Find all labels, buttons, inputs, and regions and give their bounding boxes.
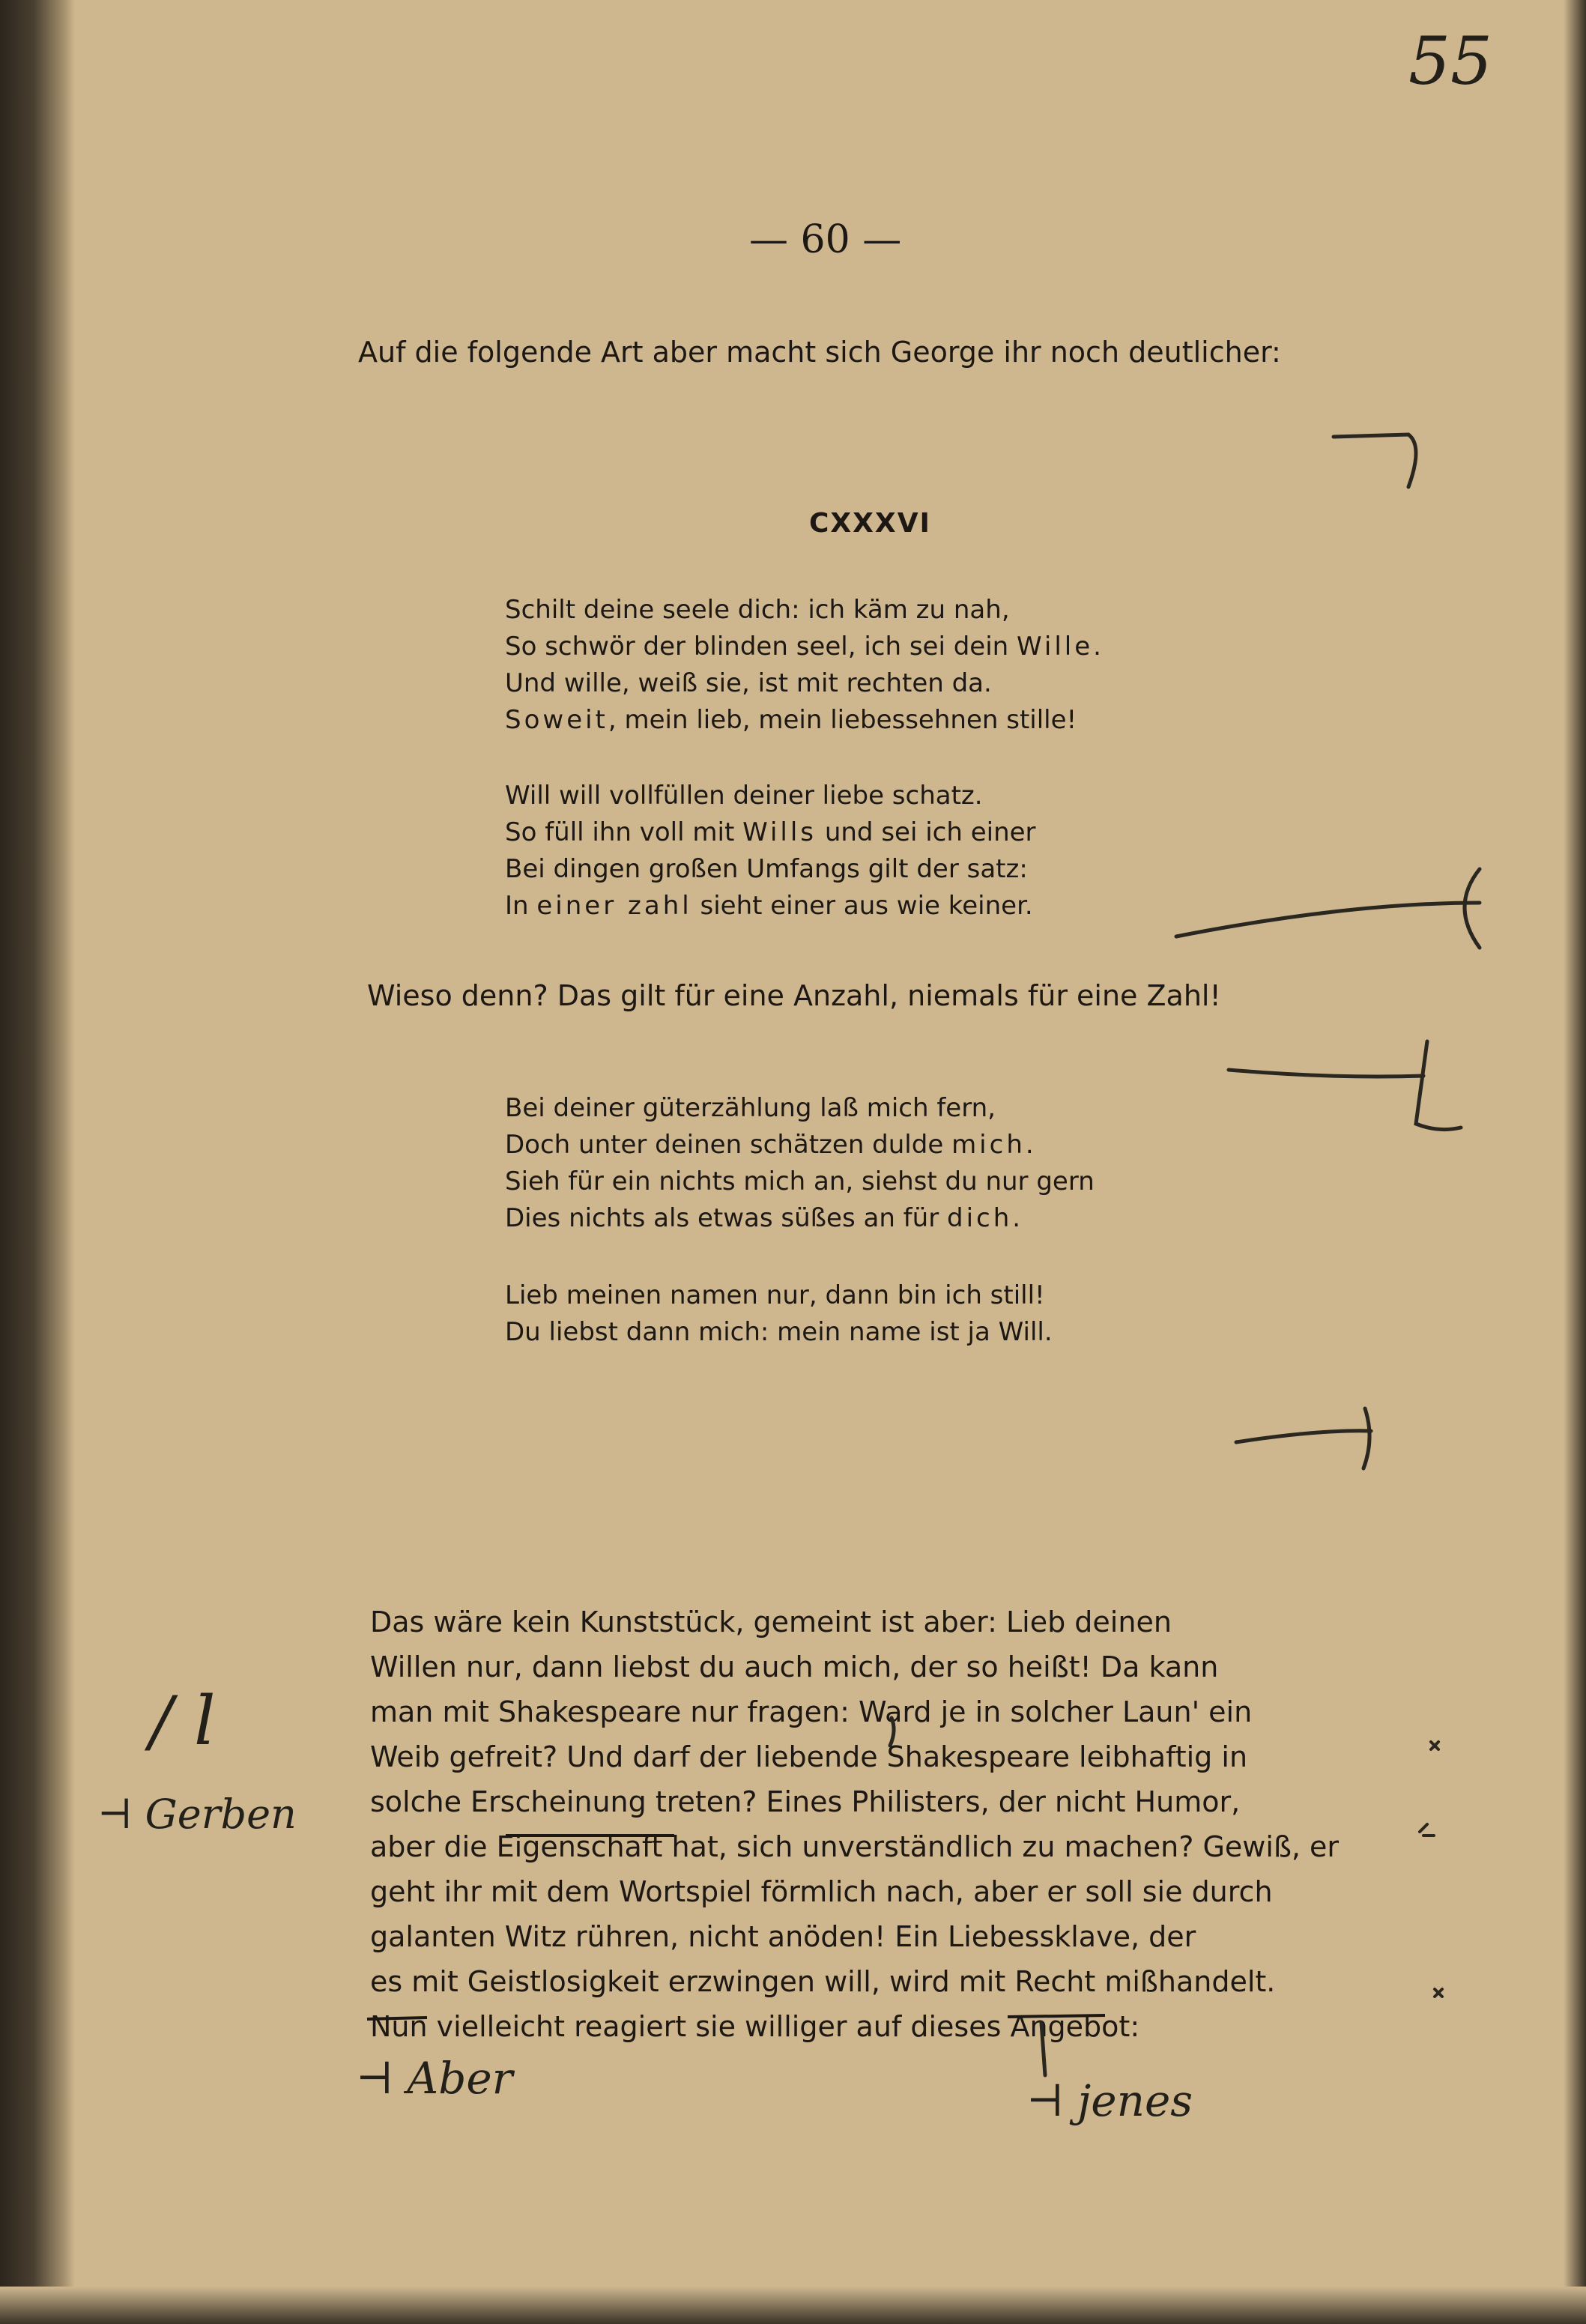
verse-line: Doch unter deinen schätzen dulde mich. (505, 1130, 1034, 1160)
verse-line: Du liebst dann mich: mein name ist ja Will. (505, 1317, 1053, 1347)
poem-title: CXXXVI (809, 508, 931, 539)
insertion-mark-icon (890, 1718, 894, 1746)
spaced-emphasis: einer zahl (536, 891, 692, 921)
prose-line: geht ihr mit dem Wortspiel förmlich nach, aber er soll sie durch (370, 1875, 1273, 1908)
correction-mark-icon (1420, 1824, 1434, 1836)
correction-mark-icon (1435, 1989, 1442, 1997)
verse-line: Dies nichts als etwas süßes an für dich. (505, 1203, 1021, 1233)
verse-line: So schwör der blinden seel, ich sei dein Wille. (505, 632, 1101, 662)
prose-line: es mit Geistlosigkeit erzwingen will, wird mit Recht mißhandelt. (370, 1965, 1276, 1998)
prose-line: Willen nur, dann liebst du auch mich, der so heißt! Da kann (370, 1650, 1219, 1683)
verse-line: So füll ihn voll mit Wills und sei ich einer (505, 817, 1036, 847)
spaced-emphasis: Wills (742, 817, 817, 847)
handwritten-page-number: 55 (1408, 22, 1492, 100)
bracket-mark-icon (1465, 869, 1480, 948)
prose-line: aber die Eigenschaft hat, sich unverständlich zu machen? Gewiß, er (370, 1830, 1340, 1863)
handwritten-insertion-note: ⊣ Aber (356, 2053, 513, 2104)
pencil-line-icon (1176, 903, 1480, 936)
prose-line: solche Erscheinung treten? Eines Philisters, der nicht Humor, (370, 1785, 1241, 1818)
verse-line: Lieb meinen namen nur, dann bin ich still! (505, 1280, 1045, 1310)
insertion-mark-icon (1041, 2023, 1045, 2075)
spaced-emphasis: Wille (1017, 632, 1094, 662)
strikethrough-dieses (1008, 2015, 1105, 2017)
handwritten-margin-note: ⊣ Gerben (97, 1791, 297, 1838)
intro-line: Auf die folgende Art aber macht sich George ihr noch deutlicher: (358, 336, 1281, 369)
verse-line: Und wille, weiß sie, ist mit rechten da. (505, 668, 992, 698)
verse-line: Will will vollfüllen deiner liebe schatz. (505, 781, 983, 811)
handwritten-insertion-note: ⊣ jenes (1026, 2075, 1193, 2126)
strikethrough-nun (367, 2018, 427, 2019)
handwritten-margin-mark: / l (150, 1682, 216, 1761)
prose-line: man mit Shakespeare nur fragen: Ward je in solcher Laun' ein (370, 1695, 1253, 1728)
bracket-mark-icon (1416, 1041, 1461, 1130)
verse-line: Bei dingen großen Umfangs gilt der satz: (505, 854, 1028, 884)
prose-line: Das wäre kein Kunststück, gemeint ist aber: Lieb deinen (370, 1606, 1172, 1638)
verse-line: Sieh für ein nichts mich an, siehst du nur gern (505, 1166, 1095, 1196)
insertion-mark-icon (1363, 1408, 1369, 1468)
spaced-emphasis: Soweit (505, 705, 608, 735)
spaced-emphasis: mich (951, 1130, 1026, 1160)
prose-line: Nun vielleicht reagiert sie williger auf dieses Angebot: (370, 2010, 1140, 2043)
prose-line: galanten Witz rühren, nicht anöden! Ein Liebessklave, der (370, 1920, 1196, 1953)
verse-line: In einer zahl sieht einer aus wie keiner. (505, 891, 1033, 921)
pencil-line-icon (1229, 1070, 1423, 1077)
verse-line: Bei deiner güterzählung laß mich fern, (505, 1093, 996, 1123)
prose-line: Weib gefreit? Und darf der liebende Shakespeare leibhaftig in (370, 1740, 1248, 1773)
comment-line: Wieso denn? Das gilt für eine Anzahl, niemals für eine Zahl! (367, 979, 1221, 1012)
spaced-emphasis: dich (947, 1203, 1013, 1233)
pencil-line-icon (1236, 1431, 1371, 1442)
verse-line: Schilt deine seele dich: ich käm zu nah, (505, 595, 1010, 625)
verse-line: Soweit, mein lieb, mein liebessehnen stille! (505, 705, 1077, 735)
printed-folio: — 60 — (749, 217, 902, 262)
insertion-mark-icon (1334, 435, 1416, 487)
correction-mark-icon (1431, 1742, 1438, 1749)
